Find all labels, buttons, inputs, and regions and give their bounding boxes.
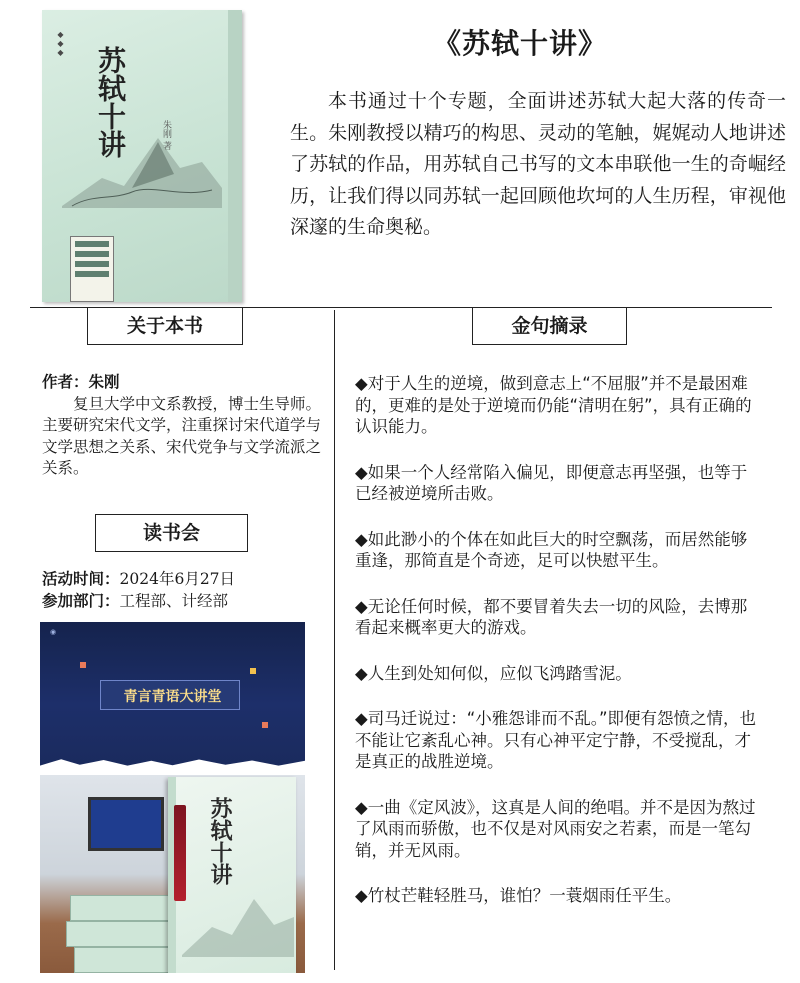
publisher-logo: ◆◆◆ — [56, 30, 65, 57]
mountain-illustration-icon — [62, 128, 222, 208]
poster-org-logo: ◉ — [50, 628, 57, 636]
poster-torn-edge — [40, 756, 305, 772]
poster-decor-square — [250, 668, 256, 674]
book-intro: 本书通过十个专题，全面讲述苏轼大起大落的传奇一生。朱刚教授以精巧的构思、灵动的笔触，娓娓动人地讲述了苏轼的作品，用苏轼自己书写的文本串联他一生的奇崛经历，让我们得以同苏轼一起回顾他坎坷的人生历程，审视他深邃的生命奥秘。 — [290, 90, 786, 238]
photo-book-stack — [70, 895, 180, 921]
lecture-poster-image — [40, 622, 305, 772]
event-info — [42, 568, 334, 612]
author-label: 作者： — [42, 373, 89, 391]
event-time-row — [42, 568, 334, 590]
quote-item: ◆人生到处知何似，应似飞鸿踏雪泥。 — [355, 663, 632, 683]
quote-item: ◆司马迁说过：“小雅怨诽而不乱。”即便有怨愤之情，也不能让它紊乱心神。只有心神平定宁静，不受搅乱，才是真正的战胜逆境。 — [355, 709, 757, 771]
photo-mountain-icon — [182, 887, 294, 957]
photo-book-title: 苏轼十讲 — [207, 797, 233, 885]
event-dept-value: 工程部、计经部 — [119, 592, 229, 610]
reading-club-heading: 读书会 — [95, 514, 248, 552]
event-dept-label: 参加部门： — [42, 592, 120, 610]
page-title: 《苏轼十讲》 — [432, 27, 607, 60]
photo-book-stack — [66, 921, 182, 947]
quotes-list — [355, 373, 760, 907]
poster-decor-square — [80, 662, 86, 668]
photo-tassel — [174, 805, 186, 901]
photo-featured-book — [168, 777, 296, 973]
cover-author: 朱刚 著 — [161, 120, 171, 150]
quote-item: ◆对于人生的逆境，做到意志上“不屈服”并不是最困难的，更难的是处于逆境而仍能“清明在躬”，具有正确的认识能力。 — [355, 374, 752, 436]
reading-event-photo — [40, 775, 305, 973]
quote-item: ◆如此渺小的个体在如此巨大的时空飘荡，而居然能够重逢，那简直是个奇迹，足可以快慰平生。 — [355, 529, 748, 570]
quote-item: ◆竹杖芒鞋轻胜马，谁怕？一蓑烟雨任平生。 — [355, 886, 682, 905]
poster-title: 青言青语大讲堂 — [123, 689, 222, 705]
event-time-value: 2024年6月27日 — [119, 570, 236, 588]
photo-screen — [88, 797, 164, 851]
event-time-label: 活动时间： — [42, 570, 120, 588]
author-name: 朱刚 — [88, 373, 120, 391]
about-book-heading: 关于本书 — [87, 307, 243, 345]
quotes-heading: 金句摘录 — [472, 307, 627, 345]
cover-stamp-decoration — [70, 236, 114, 302]
photo-book-stack — [74, 947, 182, 973]
poster-decor-square — [262, 722, 268, 728]
author-section — [42, 372, 334, 480]
book-cover-image — [42, 10, 242, 302]
cover-title: 苏轼十讲 — [94, 46, 127, 158]
quote-item: ◆一曲《定风波》，这真是人间的绝唱。并不是因为熬过了风雨而骄傲，也不仅是对风雨安之若素，而是一笔勾销，并无风雨。 — [355, 797, 756, 860]
quote-item: ◆如果一个人经常陷入偏见，即便意志再坚强，也等于已经被逆境所击败。 — [355, 462, 748, 503]
event-dept-row — [42, 590, 334, 612]
quote-item: ◆无论任何时候，都不要冒着失去一切的风险，去博那看起来概率更大的游戏。 — [355, 596, 748, 637]
author-bio: 复旦大学中文系教授，博士生导师。主要研究宋代文学，注重探讨宋代道学与文学思想之关系、宋代党争与文学流派之关系。 — [42, 394, 322, 477]
vertical-divider — [334, 310, 335, 970]
